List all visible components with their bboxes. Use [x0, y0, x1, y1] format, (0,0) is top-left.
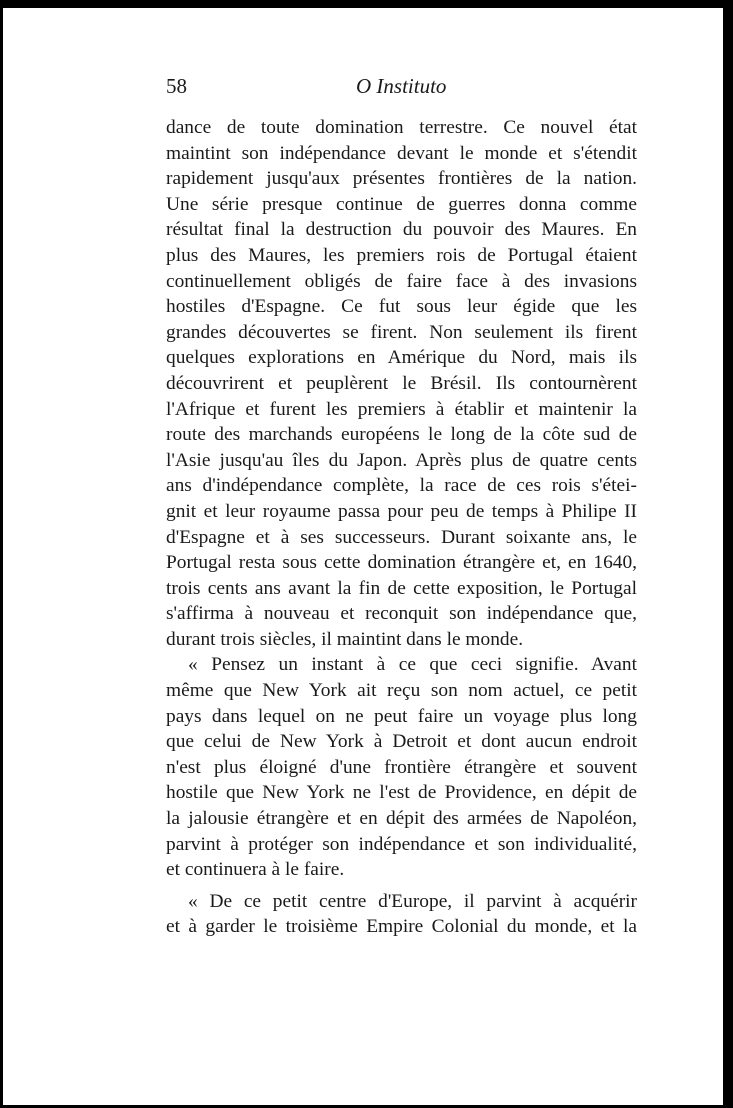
book-page	[166, 64, 637, 940]
text-line: n'est plus éloigné d'une frontière étrangère et souvent	[166, 756, 637, 778]
text-line: Une série presque continue de guerres donna comme	[166, 193, 637, 215]
scan-border-left	[0, 0, 3, 1108]
body-text	[166, 115, 637, 940]
text-line: ans d'indépendance complète, la race de ces rois s'étei-	[166, 475, 637, 497]
text-line: « Pensez un instant à ce que ceci signifie. Avant	[188, 654, 637, 676]
paragraph	[166, 889, 637, 940]
text-line: découvrirent et peuplèrent le Brésil. Ils contournèrent	[166, 372, 637, 394]
text-line: parvint à protéger son indépendance et son individualité,	[166, 833, 637, 855]
text-line: route des marchands européens le long de la côte sud de	[166, 424, 637, 446]
text-line: et continuera à le faire.	[166, 859, 345, 881]
scan-border-right	[723, 0, 733, 1108]
page-number: 58	[166, 74, 187, 98]
text-line: la jalousie étrangère et en dépit des armées de Napoléon,	[166, 808, 637, 830]
text-line: gnit et leur royaume passa pour peu de temps à Philipe II	[166, 500, 637, 522]
text-line: pays dans lequel on ne peut faire un voyage plus long	[166, 705, 637, 727]
text-line: hostile que New York ne l'est de Providence, en dépit de	[166, 782, 637, 804]
text-line: dance de toute domination terrestre. Ce nouvel état	[166, 117, 637, 138]
text-line: rapidement jusqu'aux présentes frontières de la nation.	[166, 168, 637, 190]
paragraph	[166, 652, 637, 882]
text-line: d'Espagne et à ses successeurs. Durant soixante ans, le	[166, 526, 637, 548]
text-line: grandes découvertes se firent. Non seulement ils firent	[166, 321, 637, 343]
text-line: plus des Maures, les premiers rois de Portugal étaient	[166, 244, 637, 266]
text-line: trois cents ans avant la fin de cette exposition, le Portugal	[166, 577, 637, 599]
running-title: O Instituto	[356, 74, 447, 98]
text-line: résultat final la destruction du pouvoir des Maures. En	[166, 219, 637, 241]
text-line: et à garder le troisième Empire Colonial du monde, et la	[166, 916, 637, 938]
scan-border-top	[0, 0, 733, 8]
text-line: durant trois siècles, il maintint dans le monde.	[166, 628, 524, 650]
text-line: même que New York ait reçu son nom actuel, ce petit	[166, 680, 637, 702]
text-line: l'Asie jusqu'au îles du Japon. Après plus de quatre cents	[166, 449, 637, 471]
text-line: quelques explorations en Amérique du Nord, mais ils	[166, 347, 637, 369]
text-line: l'Afrique et furent les premiers à établir et maintenir la	[166, 398, 637, 420]
text-line: continuellement obligés de faire face à des invasions	[166, 270, 637, 292]
page-header	[166, 64, 637, 104]
text-line: hostiles d'Espagne. Ce fut sous leur égide que les	[166, 296, 637, 318]
text-line: que celui de New York à Detroit et dont aucun endroit	[166, 731, 637, 753]
text-line: maintint son indépendance devant le monde et s'étendit	[166, 142, 637, 164]
text-line: Portugal resta sous cette domination étrangère et, en 1640,	[166, 552, 637, 574]
text-line: s'affirma à nouveau et reconquit son indépendance que,	[166, 603, 637, 625]
paragraph	[166, 115, 637, 652]
text-line: « De ce petit centre d'Europe, il parvint à acquérir	[188, 890, 637, 912]
